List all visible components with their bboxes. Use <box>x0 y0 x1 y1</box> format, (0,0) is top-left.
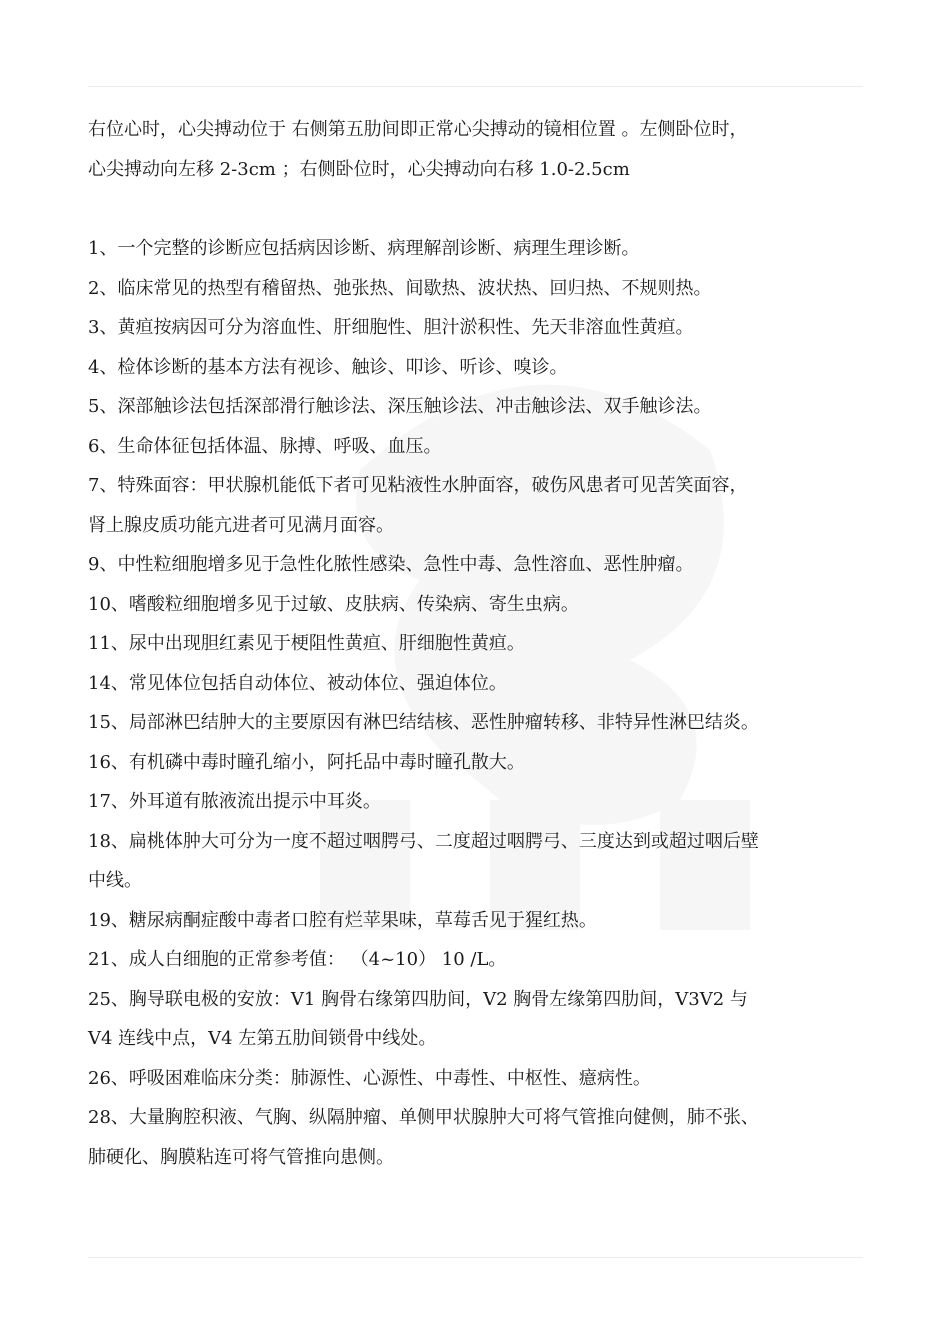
list-item: 1、一个完整的诊断应包括病因诊断、病理解剖诊断、病理生理诊断。 <box>88 238 640 259</box>
list-item: 19、糖尿病酮症酸中毒者口腔有烂苹果味，草莓舌见于猩红热。 <box>88 909 597 931</box>
list-item: 5、深部触诊法包括深部滑行触诊法、深压触诊法、冲击触诊法、双手触诊法。 <box>88 396 712 417</box>
list-item: 2、临床常见的热型有稽留热、弛张热、间歇热、波状热、回归热、不规则热。 <box>88 277 712 299</box>
intro-line: 心尖搏动向左移 2-3cm ；右侧卧位时，心尖搏动向右移 1.0-2.5cm <box>88 158 630 180</box>
intro-line: 右位心时，心尖搏动位于 右侧第五肋间即正常心尖搏动的镜相位置 。左侧卧位时， <box>88 119 748 140</box>
intro-paragraph <box>88 110 868 189</box>
list-item: 11、尿中出现胆红素见于梗阻性黄疸、肝细胞性黄疸。 <box>88 633 525 654</box>
list-item: 16、有机磷中毒时瞳孔缩小，阿托品中毒时瞳孔散大。 <box>88 751 525 773</box>
list-item: 18、扁桃体肿大可分为一度不超过咽腭弓、二度超过咽腭弓、三度达到或超过咽后壁 中线。 <box>88 830 759 891</box>
top-divider <box>88 86 863 87</box>
list-item: 6、生命体征包括体温、脉搏、呼吸、血压。 <box>88 435 442 457</box>
list-item: 14、常见体位包括自动体位、被动体位、强迫体位。 <box>88 672 507 694</box>
list-item: 28、大量胸腔积液、气胸、纵隔肿瘤、单侧甲状腺肿大可将气管推向健侧，肺不张、 肺硬化、胸膜粘连可将气管推向患侧。 <box>88 1107 759 1168</box>
notes-list <box>88 229 868 1177</box>
document-body <box>88 110 868 1177</box>
list-item: 10、嗜酸粒细胞增多见于过敏、皮肤病、传染病、寄生虫病。 <box>88 593 579 615</box>
list-item: 21、成人白细胞的正常参考值： （4~10） 10 /L。 <box>88 949 507 970</box>
list-item: 7、特殊面容：甲状腺机能低下者可见粘液性水肿面容，破伤风患者可见苦笑面容， 肾上腺皮质功能亢进者可见满月面容。 <box>88 475 748 536</box>
list-item: 4、检体诊断的基本方法有视诊、触诊、叩诊、听诊、嗅诊。 <box>88 356 568 378</box>
list-item: 9、中性粒细胞增多见于急性化脓性感染、急性中毒、急性溶血、恶性肿瘤。 <box>88 554 694 575</box>
list-item: 17、外耳道有脓液流出提示中耳炎。 <box>88 791 381 812</box>
list-item: 15、局部淋巴结肿大的主要原因有淋巴结结核、恶性肿瘤转移、非特异性淋巴结炎。 <box>88 712 759 733</box>
bottom-divider <box>88 1257 863 1258</box>
list-item: 26、呼吸困难临床分类：肺源性、心源性、中毒性、中枢性、癔病性。 <box>88 1067 651 1089</box>
list-item: 3、黄疸按病因可分为溶血性、肝细胞性、胆汁淤积性、先天非溶血性黄疸。 <box>88 317 694 338</box>
list-item: 25、胸导联电极的安放：V1 胸骨右缘第四肋间，V2 胸骨左缘第四肋间，V3V2 与 V4 连线中点，V4 左第五肋间锁骨中线处。 <box>88 988 748 1049</box>
